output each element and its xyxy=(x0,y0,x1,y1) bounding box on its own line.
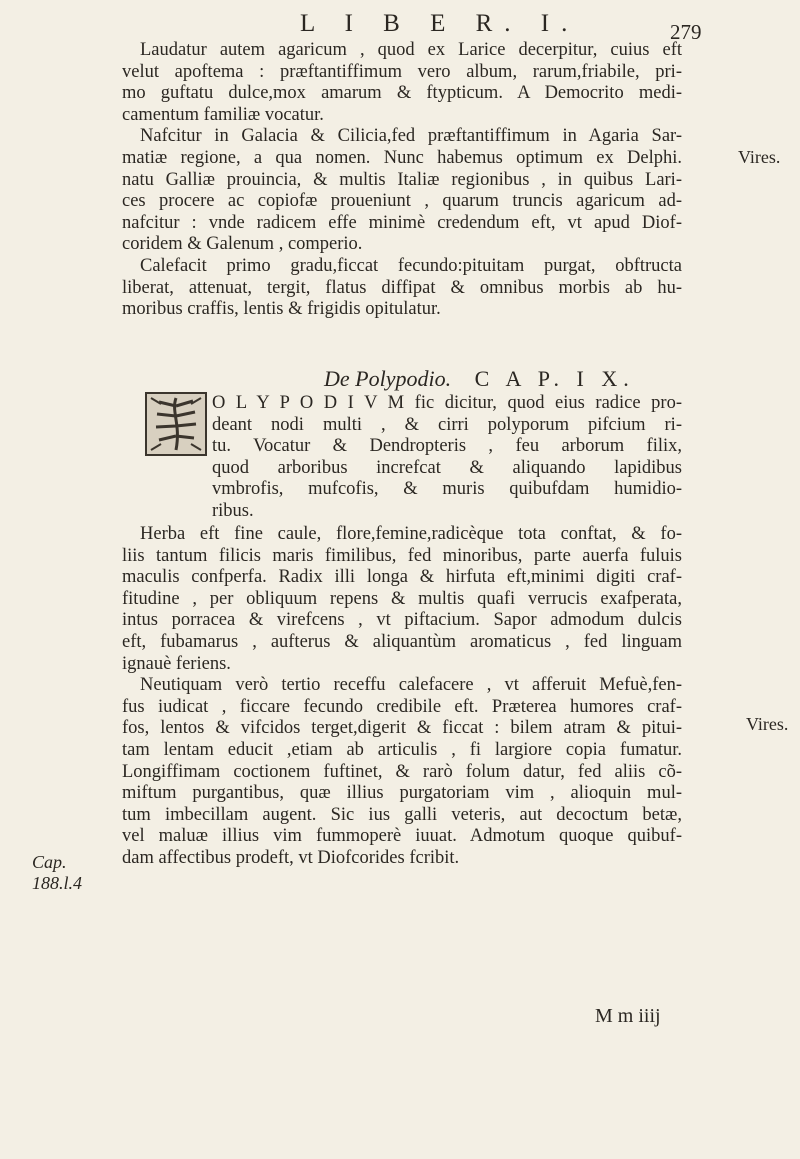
text-line: Calefacit primo gradu,ficcat fecundo:pituitam purgat, obftructa xyxy=(140,255,682,276)
text-line: matiæ regione, a qua nomen. Nunc habemus optimum ex Delphi. xyxy=(122,147,682,168)
text-line: ces procere ac copiofæ proueniunt , quarum truncis agaricum ad- xyxy=(122,191,682,212)
fern-ornament-icon xyxy=(147,394,205,454)
text-line: nafcitur : vnde radicem effe minimè credendum eft, vt apud Diof- xyxy=(122,212,682,233)
text-line: vel maluæ illius vim fummoperè iuuat. Admotum quoque quibuf- xyxy=(122,826,682,847)
text-line: dam affectibus prodeft, vt Diofcorides fcribit. xyxy=(122,847,460,868)
text-line: coridem & Galenum , comperio. xyxy=(122,234,363,255)
text-line: ignauè feriens. xyxy=(122,653,231,674)
text-line: miftum purgantibus, quæ illius purgatoriam vim , alioquin mul- xyxy=(122,783,682,804)
chapter-title: De Polypodio. xyxy=(324,366,452,391)
text-line: Neutiquam verò tertio receffu calefacere , vt afferuit Mefuè,fen- xyxy=(140,675,682,696)
margin-note-cap-reference: 188.l.4 xyxy=(32,873,83,893)
text-line: Laudatur autem agaricum , quod ex Larice decerpitur, cuius eft xyxy=(140,40,682,60)
text-line: eft, fubamarus , aufterus & aliquantùm aromaticus , fed linguam xyxy=(122,631,682,652)
text-line: O L Y P O D I V M fic dicitur, quod eius radice pro- xyxy=(212,393,682,413)
text-line: mo guftatu dulce,mox amarum & ftypticum. A Democrito medi- xyxy=(122,83,682,104)
text-line: vmbrofis, mufcofis, & muris quibufdam humidio- xyxy=(212,479,682,500)
paragraph-polypodium-description xyxy=(122,524,682,675)
text-line: fos, lentos & vifcidos terget,digerit & ficcat : bilem atram & pitui- xyxy=(122,718,682,739)
text-line: Herba eft fine caule, flore,femine,radicèque tota conftat, & fo- xyxy=(140,524,682,544)
text-line: ribus. xyxy=(212,500,254,521)
text-line: fus iudicat , ficcare fecundo credibile eft. Præterea humores craf- xyxy=(122,696,682,717)
text-line: natu Galliæ prouincia, & multis Italiæ regionibus , in quibus Lari- xyxy=(122,169,682,190)
text-line: tu. Vocatur & Dendropteris , feu arborum filix, xyxy=(212,436,682,457)
margin-note-vires: Vires. xyxy=(746,714,789,734)
text-line: moribus craffis, lentis & frigidis opitulatur. xyxy=(122,299,441,320)
text-line: tum imbecillam augent. Sic ius galli veteris, aut decoctum betæ, xyxy=(122,804,682,825)
text-line: fitudine , per obliquum repens & multis quafi verrucis exafperata, xyxy=(122,588,682,609)
running-head: L I B E R. I. xyxy=(300,10,580,37)
text-line: maculis confperfa. Radix illi longa & hirfuta eft,minimi digiti craf- xyxy=(122,567,682,588)
paragraph-agaricum-virtues xyxy=(122,256,682,321)
text-line: camentum familiæ vocatur. xyxy=(122,104,324,125)
decorated-initial-woodcut xyxy=(145,392,207,456)
chapter-number: C A P. I X. xyxy=(474,366,635,391)
text-line: deant nodi multi , & cirri polyporum pifcium ri- xyxy=(212,414,682,435)
text-line: velut apoftema : præftantiffimum vero album, rarum,friabile, pri- xyxy=(122,61,682,82)
text-line: Longiffimam coctionem fuftinet, & rarò folum datur, fed aliis cõ- xyxy=(122,761,682,782)
catchword-signature: M m iiij xyxy=(595,1005,661,1027)
chapter-heading xyxy=(324,366,635,392)
text-line: tam lentam educit ,etiam ab articulis , fi largiore copia fumatur. xyxy=(122,739,682,760)
text-line: quod arboribus increfcat & aliquando lapidibus xyxy=(212,457,682,478)
text-block-upper xyxy=(122,40,682,321)
text-line: intus porracea & virefcens , vt piftacium. Sapor admodum dulcis xyxy=(122,610,682,631)
page-number: 279 xyxy=(670,20,702,44)
margin-note-vires: Vires. xyxy=(738,147,781,167)
margin-note-cap-reference: Cap. xyxy=(32,852,67,872)
paragraph-polypodium-name xyxy=(212,393,682,523)
paragraph-agaricum-praise xyxy=(122,40,682,126)
text-line: liis tantum filicis maris fimilibus, fed minoribus, parte auerfa fuluis xyxy=(122,545,682,566)
text-line: liberat, attenuat, tergit, flatus diffipat & omnibus morbis ab hu- xyxy=(122,277,682,298)
text-line: Nafcitur in Galacia & Cilicia,fed præftantiffimum in Agaria Sar- xyxy=(140,126,682,147)
text-block-lower xyxy=(122,524,682,870)
paragraph-polypodium-virtues xyxy=(122,675,682,869)
page-header xyxy=(0,6,800,44)
paragraph-agaricum-origin xyxy=(122,126,682,256)
